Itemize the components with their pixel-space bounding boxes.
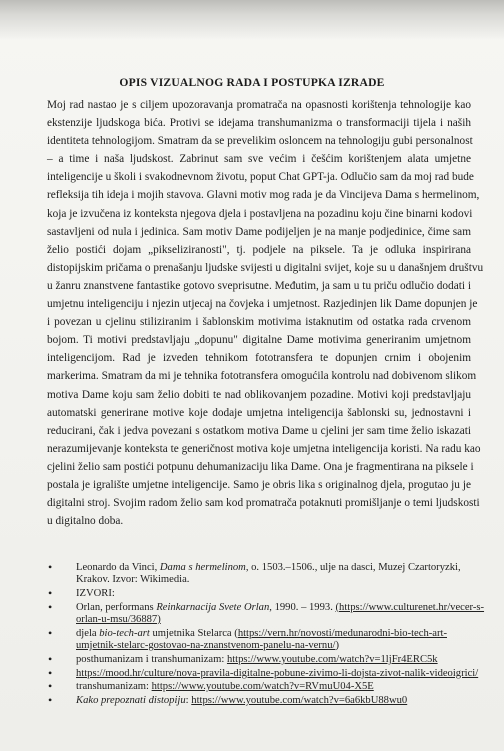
body-line: cjelini želio sam postići potpunu dehumanizaciju lika Dame. Ona je fragmentirana na piksele i bbox=[47, 460, 474, 473]
body-line: identiteta tehnologijom. Smatram da se prevelikim osloncem na tehnologiju gubi personalnost bbox=[47, 135, 473, 148]
reference-text: posthumanizam i transhumanizam: bbox=[76, 653, 227, 665]
reference-text: Leonardo da Vinci, bbox=[76, 562, 160, 573]
body-line: u digitalno doba. bbox=[47, 515, 124, 528]
body-line: ekstenzije ljudskoga bića. Protivi se idejama transhumanizma o transformaciji tijela i naših bbox=[47, 117, 471, 130]
reference-text: transhumanizam: bbox=[76, 681, 152, 693]
body-paragraph bbox=[47, 96, 484, 530]
body-line: umjetnu inteligenciju i njezin utjecaj na čovjeka i umjetnost. Razjedinjen lik Dame dopunjen je bbox=[47, 298, 478, 311]
reference-link[interactable]: https://vern.hr/novosti/medunarodni-bio-tech-art-umjetnik-stelarc-gostovao-na-znanstvenom-panelu-na-vernu/ bbox=[76, 627, 447, 651]
body-line: i povezan u cjelinu stiliziranim i šablonskim motivima istaknutim od ostatka rada crvenom bbox=[47, 316, 471, 329]
reference-list bbox=[46, 562, 486, 709]
body-line: markerima. Smatram da mi je tehnika fototransfera omogućila kontrolu nad dobivenom slikom bbox=[47, 370, 477, 383]
reference-item bbox=[46, 668, 486, 680]
reference-item bbox=[46, 562, 486, 586]
reference-link[interactable]: (https://www.culturenet.hr/vecer-s-orlan-u-msu/36887) bbox=[76, 601, 485, 625]
reference-link[interactable]: https://www.youtube.com/watch?v=1ljFr4ERC5k bbox=[226, 653, 438, 665]
body-line: inteligencije u školi i svakodnevnom životu, poput Chat GPT-ja. Odlučio sam da moj rad bude bbox=[47, 171, 474, 184]
body-line: digitalni stroj. Svojim radom želio sam kod promatrača potaknuti promišljanje o temi ljudskosti bbox=[47, 497, 480, 510]
body-line: motiva Dame koju sam želio dobiti te nad oblikovanjem pozadine. Motivi koji predstavljaju bbox=[47, 388, 471, 401]
reference-item bbox=[46, 681, 486, 693]
reference-title: bio-tech-art bbox=[99, 627, 150, 639]
reference-link[interactable]: https://www.youtube.com/watch?v=6a6kbU88wu0 bbox=[191, 695, 408, 707]
reference-item bbox=[46, 588, 486, 600]
document-title: OPIS VIZUALNOG RADA I POSTUPKA IZRADE bbox=[119, 76, 385, 89]
reference-text: , 1990. – 1993. bbox=[269, 601, 336, 613]
reference-text: , o. 1503.–1506., ulje na dasci, Muzej Czartoryzki, Krakov. Izvor: Wikimedia. bbox=[76, 562, 461, 586]
reference-text: umjetnika Stelarca ( bbox=[149, 627, 238, 639]
body-line: želio postići dojam „pikseliziranosti", tj. podjele na piksele. Ta je odluka inspirirana bbox=[47, 243, 471, 256]
body-line: – a time i naša ljudskost. Zabrinut sam sve većim i češćim korištenjem alata umjetne bbox=[47, 153, 471, 166]
reference-item bbox=[46, 602, 486, 626]
reference-text: Orlan, performans bbox=[76, 601, 157, 613]
page-shadow bbox=[0, 0, 504, 40]
body-line: bojom. Ti motivi predstavljaju „dopunu" digitalne Dame motivima generiranim umjetnom bbox=[47, 334, 471, 347]
reference-item bbox=[46, 695, 486, 707]
body-line: postala je igralište umjetne inteligencije. Samo je obris lika s originalnog djela, progutao ju je bbox=[47, 478, 471, 491]
body-line: automatski generirane motive koje dodaje umjetna inteligencija šablonski su, jednostavni i bbox=[47, 406, 471, 419]
reference-link[interactable]: https://mood.hr/culture/nova-pravila-digitalne-pobune-zivimo-li-dojsta-zivot-nalik-videoigrici/ bbox=[76, 667, 479, 679]
body-line: inteligencijom. Rad je izveden tehnikom fototransfera te dopunjen crnim i obojenim bbox=[47, 352, 471, 365]
body-line: u žanru znanstvene fantastike gotovo sveprisutne. Međutim, ja sam u tu priču odlučio dodati i bbox=[47, 279, 471, 292]
body-line: Moj rad nastao je s ciljem upozoravanja promatrača na opasnosti korištenja tehnologije kao bbox=[47, 99, 471, 111]
reference-title: Kako prepoznati distopiju bbox=[76, 695, 186, 707]
body-line: sastavljeni od nula i jedinica. Sam motiv Dame podijeljen je na manje podjedinice, čime sam bbox=[47, 225, 471, 238]
reference-link[interactable]: https://www.youtube.com/watch?v=RVmuU04-X5E bbox=[151, 681, 374, 693]
reference-text: : bbox=[185, 695, 192, 707]
reference-text: ) bbox=[335, 640, 339, 651]
reference-text: djela bbox=[76, 627, 100, 639]
reference-title: Dama s hermelinom bbox=[159, 562, 246, 573]
reference-title: Reinkarnacija Svete Orlan bbox=[156, 601, 270, 613]
body-line: nerazumijevanje konteksta te generičnost motiva koje umjetna inteligencija koristi. Na radu kao bbox=[47, 442, 481, 455]
reference-item bbox=[46, 654, 486, 666]
body-line: reducirani, čak i jedva povezani s ostatkom motiva Dame u cjelini jer sam time želio iskazati bbox=[47, 424, 471, 437]
reference-text: IZVORI: bbox=[76, 588, 115, 599]
body-line: distopijskim pričama o prenašanju ljudske svijesti u digitalni svijet, koje su u današnjem društvu bbox=[47, 261, 484, 274]
body-line: refleksija tih ideja i mojih stavova. Glavni motiv mog rada je da Vincijeva Dama s hermelinom, bbox=[47, 189, 480, 202]
reference-item bbox=[46, 628, 486, 652]
body-line: koja je izvučena iz konteksta njegova djela i postavljena na pozadinu koju čine binarni kodovi bbox=[47, 207, 473, 220]
